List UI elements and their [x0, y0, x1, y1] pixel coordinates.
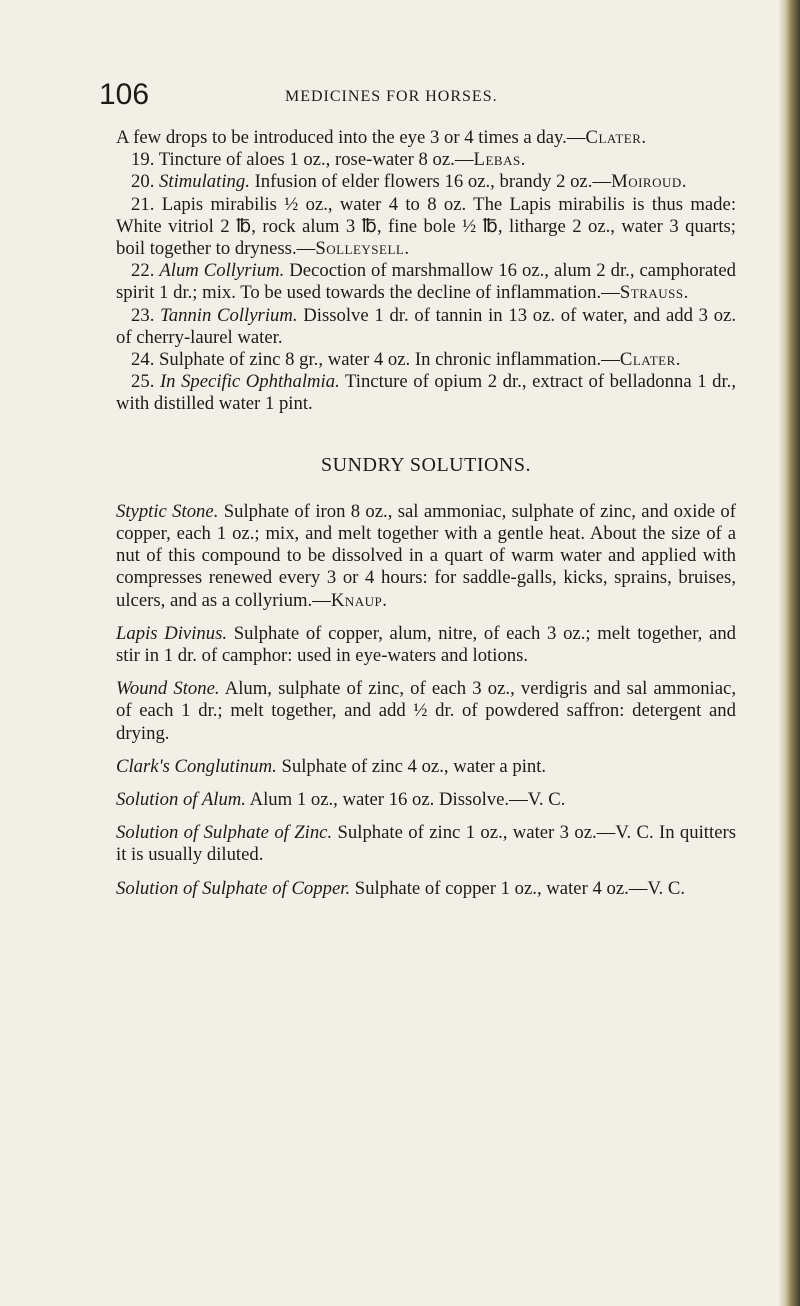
section-heading: SUNDRY SOLUTIONS.	[320, 453, 531, 476]
entry-text: Sulphate of zinc 8 gr., water 4 oz. In chronic inflammation.—	[159, 349, 620, 371]
sundry-text: Sulphate of copper, alum, nitre, of each 3 oz.; melt together, and stir in 1 dr. of camphor: used in eye-waters and lotions.	[116, 622, 737, 667]
entry-author: Strauss.	[619, 282, 689, 304]
sundry-text: Sulphate of iron 8 oz., sal ammoniac, sulphate of zinc, and oxide of copper, each 1 oz.; mix, and melt together with a gentle heat. About the size of a nut of this compound to be dissolved in a quart of warm water and applied with compresses renewed every 3 or 4 hours: for saddle-galls, kicks, sprains, bruises, ulcers, and as a collyrium.—	[116, 500, 736, 611]
sundry-text: Alum 1 oz., water 16 oz. Dissolve.—V. C.	[249, 789, 566, 811]
sundry-text: Sulphate of copper 1 oz., water 4 oz.—V. C.	[354, 877, 686, 899]
entry-text: Lapis mirabilis ½ oz., water 4 to 8 oz. The Lapis mirabilis is thus made: White vitriol 2 ℔, rock alum 3 ℔, fine bole ½ ℔, litharge 2 oz., water 3 quarts; boil together to dryness.—	[116, 193, 737, 260]
entry-author: Clater.	[619, 349, 681, 371]
entry-number: 20.	[131, 171, 155, 193]
entry-author: Moiroud.	[611, 171, 687, 193]
sundry-title: Wound Stone.	[116, 678, 220, 700]
entry-text: Tincture of aloes 1 oz., rose-water 8 oz.—	[158, 149, 474, 171]
sundry-lapis-divinus	[116, 623, 736, 667]
entry-21	[116, 194, 736, 261]
sundry-title: Styptic Stone.	[116, 500, 219, 522]
entry-19	[116, 149, 736, 171]
sundry-solution-sulphate-zinc	[116, 822, 736, 866]
entry-text: Tincture of opium 2 dr., extract of belladonna 1 dr., with distilled water 1 pint.	[116, 371, 736, 415]
entry-number: 19.	[131, 149, 155, 171]
page-header	[99, 78, 739, 114]
page-number: 106	[99, 78, 150, 111]
entry-number: 24.	[131, 349, 155, 371]
entry-20	[116, 171, 736, 193]
sundry-clarks-conglutinum	[116, 756, 736, 778]
entry-18-continuation	[116, 127, 736, 149]
entry-text: Decoction of marshmallow 16 oz., alum 2 dr., camphorated spirit 1 dr.; mix. To be used towards the decline of inflammation.—	[116, 260, 737, 304]
sundry-title: Solution of Alum.	[116, 789, 246, 811]
page-edge-shadow	[778, 0, 800, 1306]
sundry-solution-sulphate-copper	[116, 878, 736, 900]
sundry-text: Sulphate of zinc 1 oz., water 3 oz.—V. C. In quitters it is usually diluted.	[116, 822, 736, 866]
running-title: MEDICINES FOR HORSES.	[285, 88, 498, 105]
entry-23	[116, 305, 736, 349]
entry-number: 25.	[131, 371, 155, 393]
entry-number: 21.	[131, 193, 155, 215]
entry-text: Infusion of elder flowers 16 oz., brandy 2 oz.—	[254, 171, 612, 193]
sundry-title: Clark's Conglutinum.	[116, 755, 277, 777]
sundry-text: Alum, sulphate of zinc, of each 3 oz., verdigris and sal ammoniac, of each 1 dr.; melt together, and add ½ dr. of powdered saffron: detergent and drying.	[116, 678, 737, 744]
sundry-title: Solution of Sulphate of Copper.	[116, 877, 351, 899]
entry-title: Alum Collyrium.	[159, 260, 285, 282]
sundry-title: Lapis Divinus.	[116, 622, 228, 644]
entry-number: 23.	[131, 304, 155, 326]
entry-title: In Specific Ophthalmia.	[159, 371, 340, 393]
sundry-title: Solution of Sulphate of Zinc.	[116, 822, 333, 844]
sundry-wound-stone	[116, 678, 736, 745]
sundry-author: Knaup.	[330, 589, 388, 611]
page-body	[116, 127, 736, 911]
entry-25	[116, 371, 736, 415]
entry-author: Lebas.	[473, 149, 526, 171]
sundry-solution-of-alum	[116, 789, 736, 811]
entry-author: Solleysell.	[315, 238, 410, 260]
entry-number: 22.	[131, 260, 155, 282]
entry-title: Stimulating.	[159, 171, 250, 193]
sundry-text: Sulphate of zinc 4 oz., water a pint.	[281, 755, 547, 777]
entry-author: Clater.	[585, 127, 647, 148]
entry-text: A few drops to be introduced into the eye 3 or 4 times a day.—	[116, 127, 586, 148]
entry-text: Dissolve 1 dr. of tannin in 13 oz. of water, and add 3 oz. of cherry-laurel water.	[116, 304, 737, 348]
entry-title: Tannin Collyrium.	[160, 304, 298, 326]
entry-22	[116, 260, 736, 304]
sundry-styptic-stone	[116, 501, 736, 612]
entry-24	[116, 349, 736, 371]
